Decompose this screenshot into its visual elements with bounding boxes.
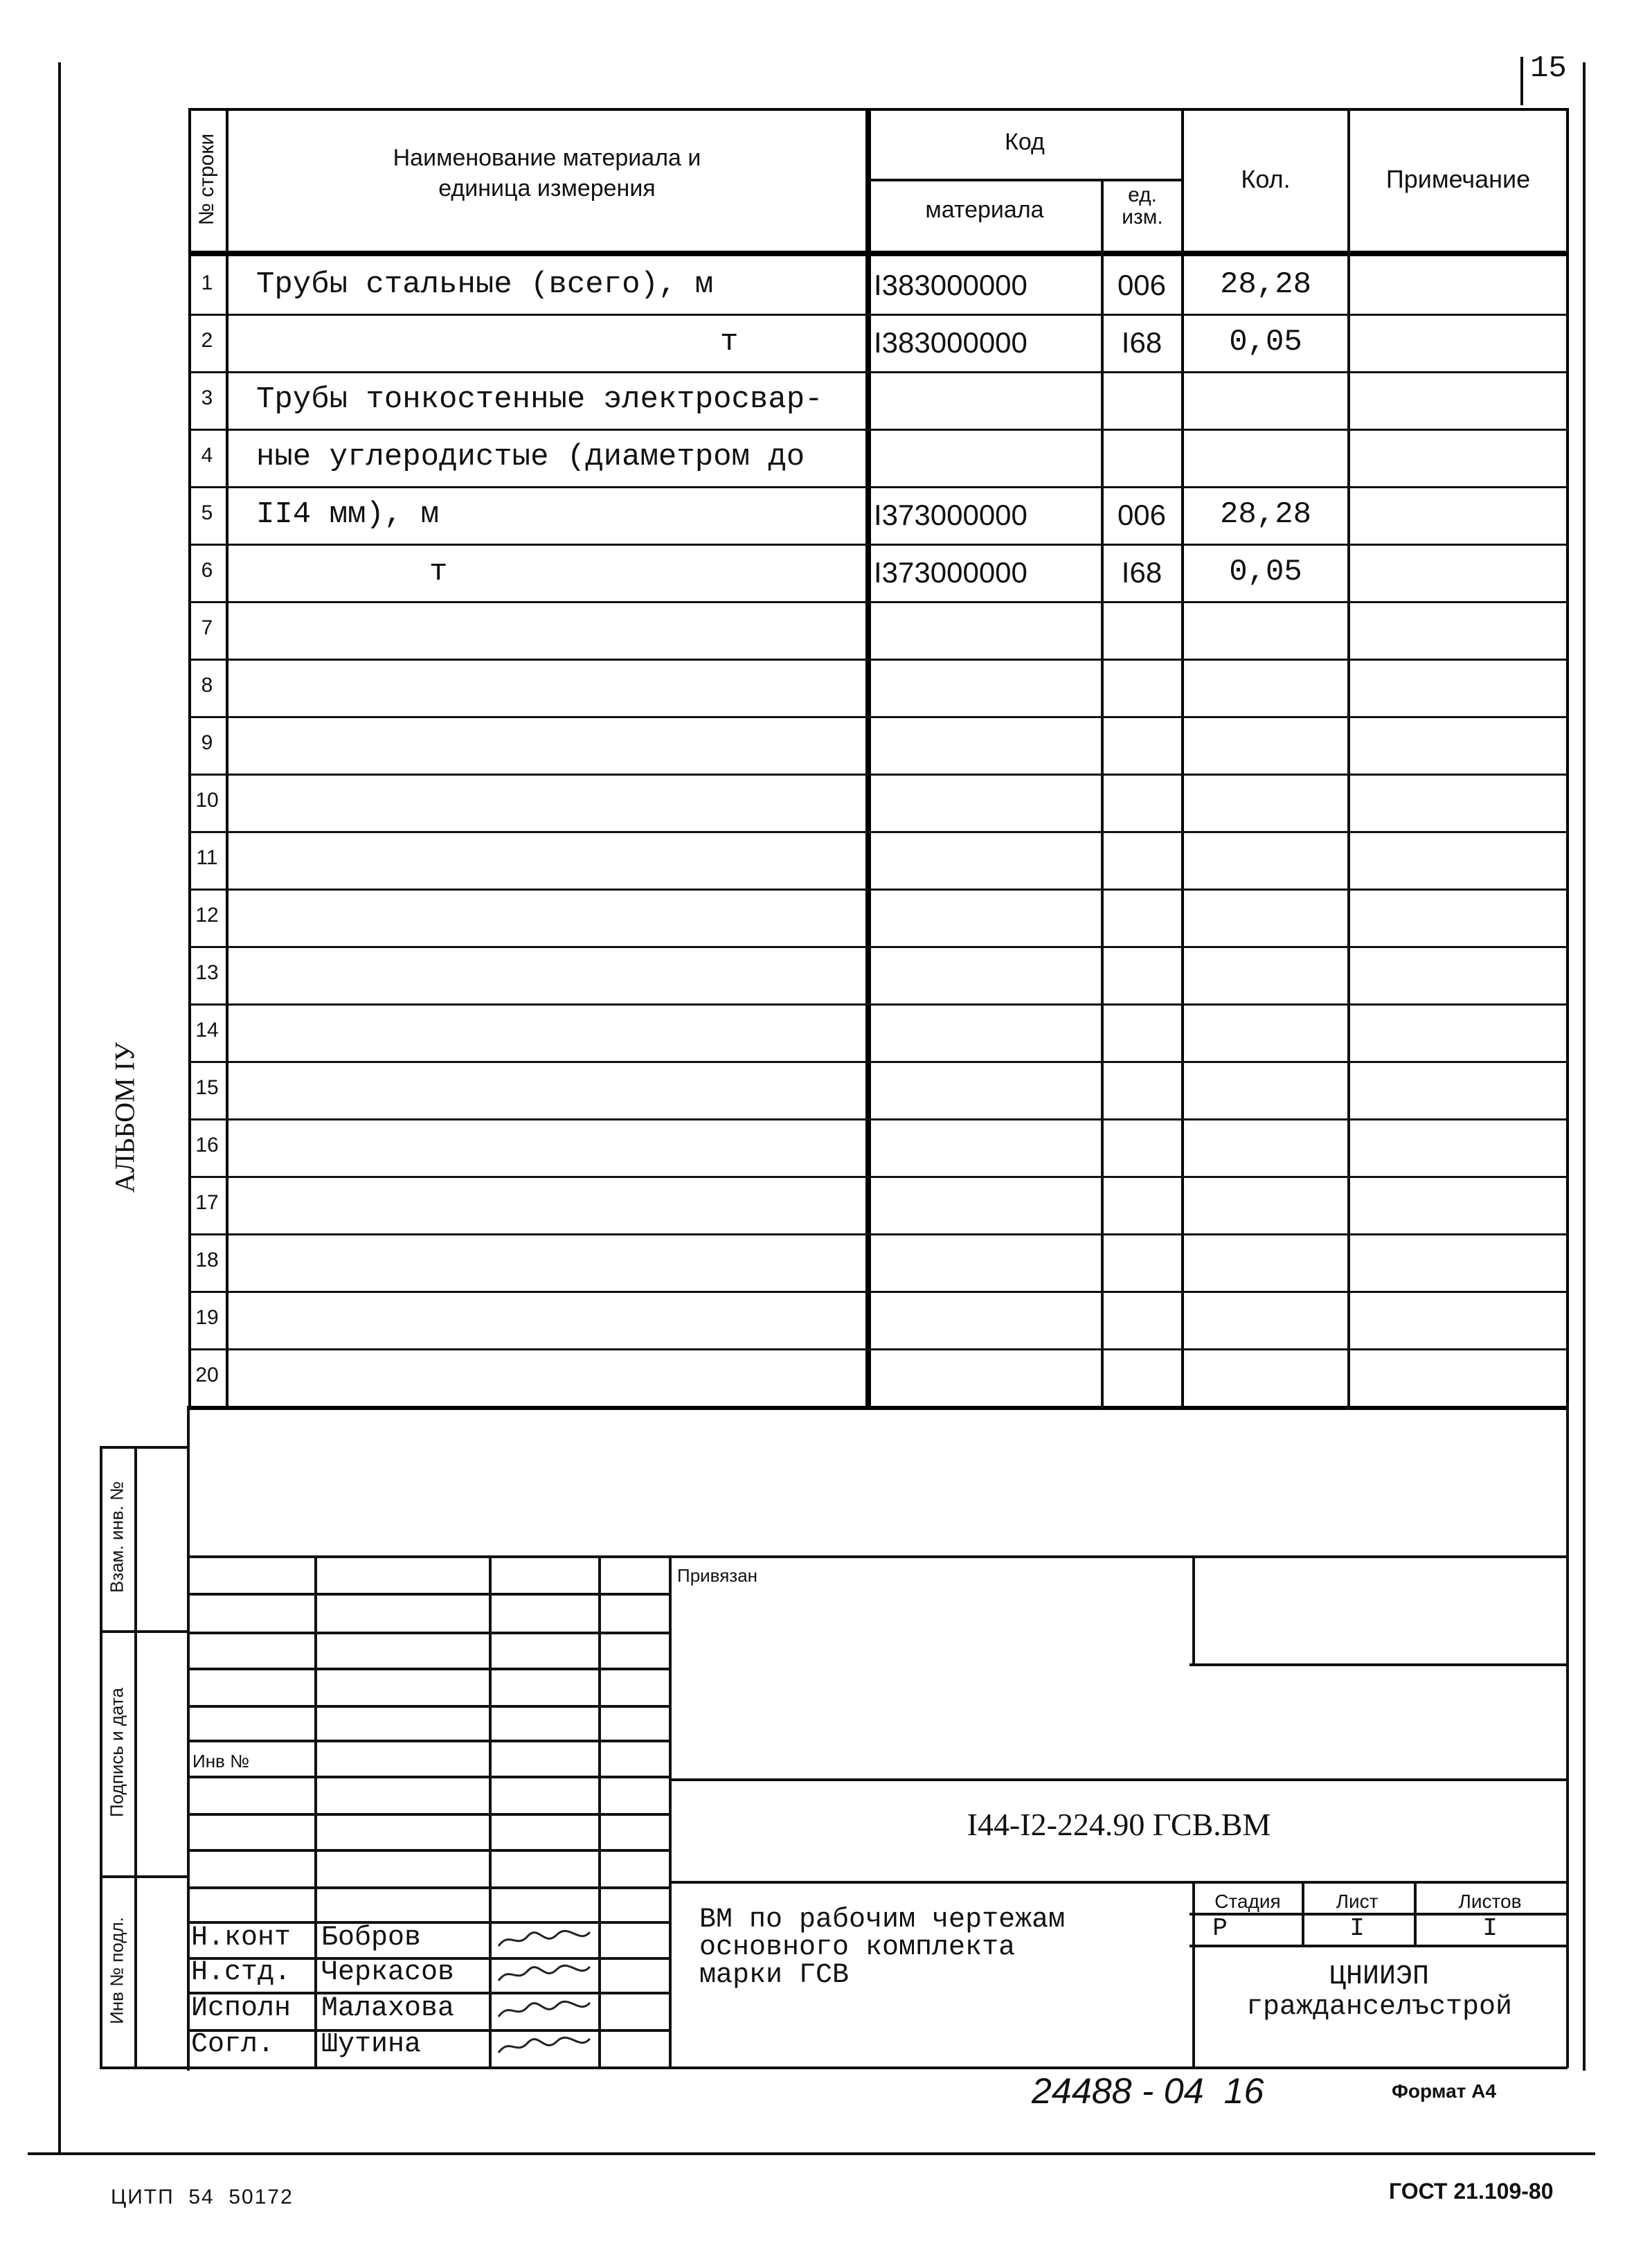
signature-role: Н.конт <box>191 1922 291 1954</box>
header-material: материала <box>925 197 1044 223</box>
code-subheader-line <box>868 179 1183 181</box>
row-number: 10 <box>195 789 219 812</box>
signature-name: Бобров <box>321 1922 422 1954</box>
title-block-hline <box>1189 1945 1568 1947</box>
row-number: 3 <box>201 386 213 409</box>
signature-name: Черкасов <box>321 1957 455 1988</box>
row-number: 15 <box>195 1076 219 1099</box>
handwritten-signature <box>496 1928 593 1952</box>
row-number: 12 <box>195 904 219 927</box>
table-row <box>0 429 1652 486</box>
sheets-label: Листов <box>1458 1891 1522 1912</box>
row-number: 19 <box>195 1306 219 1329</box>
table-row <box>0 946 1652 1003</box>
table-row <box>0 1348 1652 1406</box>
description-line-2: основного комплекта <box>699 1932 1016 1963</box>
row-code: I373000000 <box>874 499 1027 531</box>
header-unit-text: ед. изм. <box>1122 184 1163 229</box>
table-row <box>0 1003 1652 1061</box>
stamp-bottom <box>100 2066 187 2069</box>
sheet-label: Лист <box>1336 1891 1379 1912</box>
row-number: 2 <box>201 329 213 352</box>
title-block-hline <box>672 1881 1568 1884</box>
stamp-col-left <box>100 1446 102 2069</box>
row-qty: 0,05 <box>1229 555 1302 589</box>
header-code: Код <box>1005 129 1045 155</box>
row-unit: I68 <box>1121 326 1162 359</box>
title-block-vline <box>1192 1555 1195 1666</box>
row-number: 1 <box>201 271 213 294</box>
title-block-hline <box>1189 1663 1568 1666</box>
row-name: ные углеродистые (диаметром до <box>256 440 805 474</box>
header-unit <box>1104 184 1181 229</box>
table-row <box>0 1176 1652 1233</box>
handwritten-number: 24488 - 04 16 <box>1032 2071 1264 2111</box>
table-row <box>0 256 1652 314</box>
row-number: 7 <box>201 616 213 639</box>
blank-area-right-line <box>1566 1406 1569 1558</box>
table-row <box>0 486 1652 544</box>
signature-role: Н.стд. <box>191 1957 291 1988</box>
title-block-hline <box>188 1555 1568 1558</box>
table-row <box>0 659 1652 716</box>
row-number: 17 <box>195 1191 219 1214</box>
table-row <box>0 716 1652 774</box>
row-name: т <box>429 555 448 589</box>
row-code: I373000000 <box>874 556 1027 589</box>
stamp-podpis-label: Подпись и дата <box>106 1688 127 1818</box>
album-label: АЛЬБОМ IУ <box>109 1042 141 1193</box>
row-number: 8 <box>201 674 213 697</box>
sheets-value: I <box>1482 1914 1498 1943</box>
row-number: 18 <box>195 1249 219 1271</box>
title-block-hline <box>188 2066 672 2069</box>
page-number: 15 <box>1530 51 1567 86</box>
row-number: 20 <box>195 1364 219 1386</box>
row-unit: 006 <box>1117 499 1167 531</box>
header-bottom-line <box>190 251 1568 256</box>
title-block-hline <box>672 1778 1568 1781</box>
table-row <box>0 831 1652 889</box>
header-name <box>228 143 865 204</box>
row-name: II4 мм), м <box>256 497 440 532</box>
header-qty: Кол. <box>1241 165 1291 193</box>
title-block-vline <box>598 1555 601 2066</box>
row-number: 16 <box>195 1134 219 1157</box>
row-qty: 28,28 <box>1219 267 1312 302</box>
header-row-no: № строки <box>195 133 218 226</box>
table-row <box>0 314 1652 371</box>
row-code: I383000000 <box>874 326 1027 359</box>
signature-role: Согл. <box>191 2029 275 2060</box>
signature-name: Шутина <box>321 2029 422 2060</box>
stamp-top <box>100 1446 187 1449</box>
row-number: 14 <box>195 1019 219 1042</box>
stamp-div-2 <box>100 1875 187 1878</box>
bottom-border-line <box>28 2152 1595 2155</box>
row-unit: I68 <box>1121 556 1162 589</box>
table-row <box>0 1118 1652 1176</box>
row-number: 11 <box>196 846 218 869</box>
page-number-box-left <box>1520 57 1523 105</box>
table-row <box>0 774 1652 831</box>
document-code: I44-I2-224.90 ГСВ.ВМ <box>967 1807 1271 1842</box>
row-name: т <box>720 325 739 359</box>
handwritten-signature <box>496 1963 593 1986</box>
table-row <box>0 601 1652 659</box>
description-line-3: марки ГСВ <box>699 1960 850 1991</box>
signature-name: Малахова <box>321 1993 455 2024</box>
row-number: 13 <box>195 961 219 984</box>
row-code: I383000000 <box>874 269 1027 301</box>
row-number: 5 <box>201 501 213 524</box>
stage-value: Р <box>1212 1914 1228 1943</box>
stamp-col-right <box>134 1446 137 2069</box>
sheet-value: I <box>1349 1914 1365 1943</box>
table-row <box>0 1291 1652 1348</box>
table-row <box>0 1233 1652 1291</box>
handwritten-signature <box>496 1999 593 2022</box>
title-block-vline <box>314 1555 317 2066</box>
row-name: Трубы тонкостенные электросвар- <box>256 382 823 417</box>
lower-left-line <box>187 1406 190 2071</box>
left-code: ЦИТП 54 50172 <box>111 2186 294 2208</box>
table-row <box>0 371 1652 429</box>
title-block-vline <box>489 1555 492 2066</box>
format-label: Формат А4 <box>1392 2080 1496 2102</box>
stamp-inv-label: Инв № подл. <box>106 1917 127 2024</box>
description-line-1: ВМ по рабочим чертежам <box>699 1904 1066 1936</box>
privyazan-label: Привязан <box>677 1565 758 1586</box>
table-row <box>0 544 1652 601</box>
title-block-vline <box>1566 1555 1569 2068</box>
org-line-1: ЦНИИЭП <box>1329 1961 1430 1992</box>
table-row <box>0 889 1652 946</box>
row-number: 6 <box>201 559 213 582</box>
row-qty: 0,05 <box>1229 325 1302 359</box>
table-bottom-line <box>190 1406 1568 1410</box>
header-name-text: Наименование материала и единица измерения <box>393 145 701 202</box>
row-qty: 28,28 <box>1219 497 1312 532</box>
title-block-hline <box>672 2066 1568 2069</box>
stamp-vzam-label: Взам. инв. № <box>106 1481 127 1593</box>
gost-label: ГОСТ 21.109-80 <box>1389 2179 1554 2204</box>
row-name: Трубы стальные (всего), м <box>256 267 714 302</box>
signature-role: Исполн <box>191 1993 291 2024</box>
header-note: Примечание <box>1385 165 1531 193</box>
stamp-div-1 <box>100 1630 187 1633</box>
stage-label: Стадия <box>1214 1891 1281 1912</box>
row-number: 9 <box>201 731 213 754</box>
table-top-line <box>190 108 1568 111</box>
row-unit: 006 <box>1117 269 1167 301</box>
row-number: 4 <box>201 444 213 467</box>
org-line-2: гражданселъстрой <box>1246 1992 1513 2023</box>
handwritten-signature <box>496 2035 593 2058</box>
table-row <box>0 1061 1652 1118</box>
inv-no-label: Инв № <box>192 1751 249 1771</box>
